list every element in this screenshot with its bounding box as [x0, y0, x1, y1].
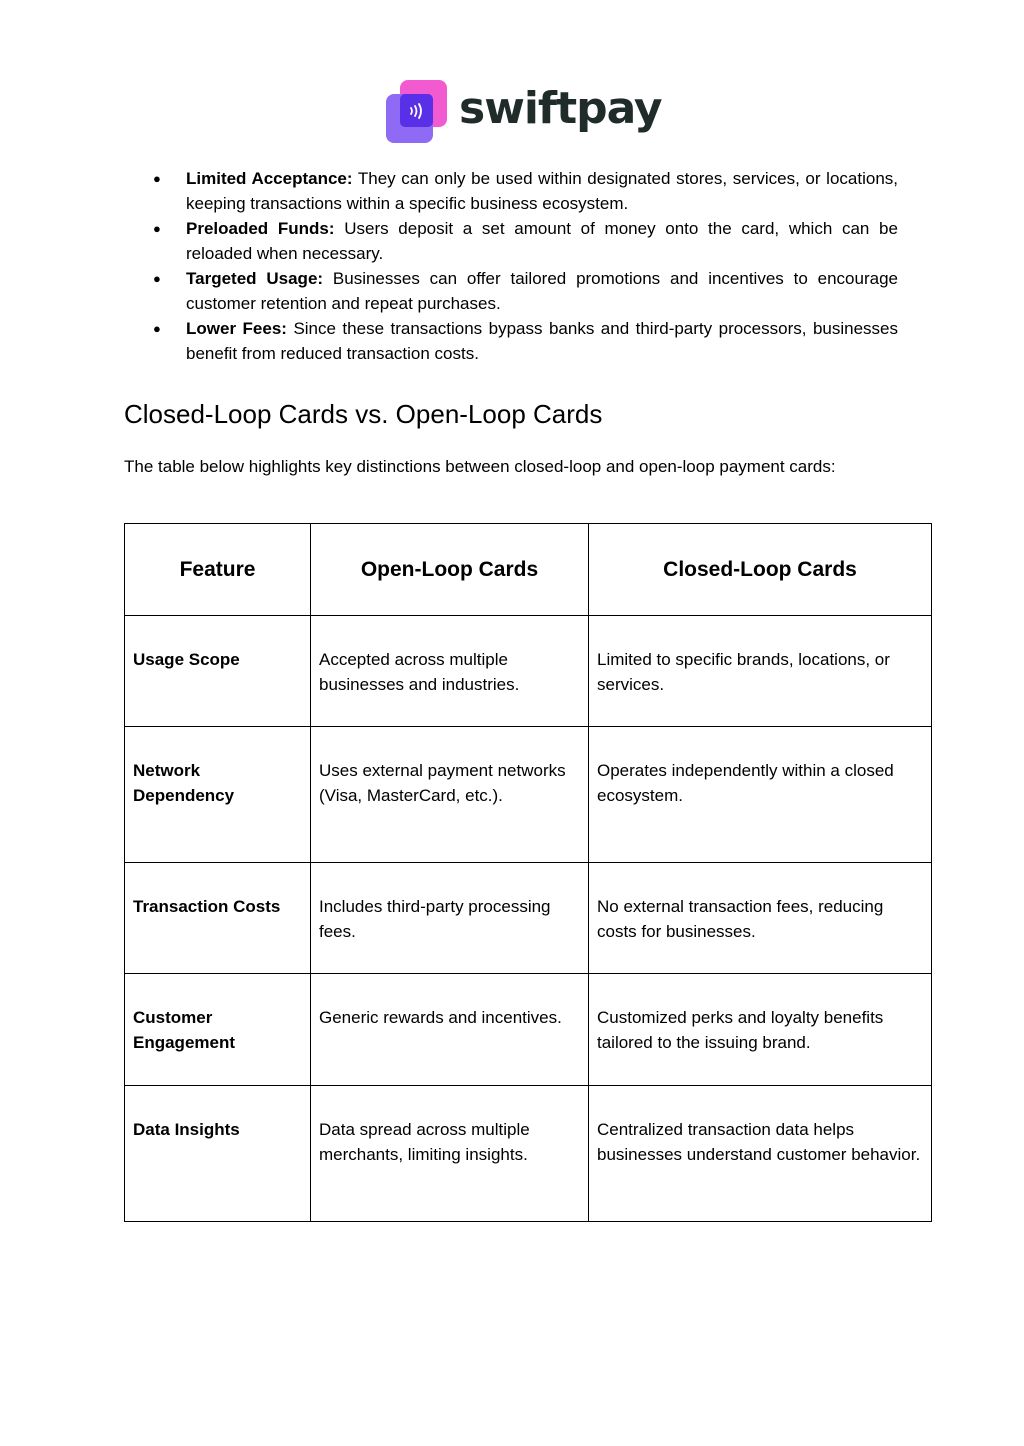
bullet-text: They can only be used within designated stores, services, or locations, keeping transactions within a specific business ecosystem.: [186, 169, 898, 213]
bullet-text: Businesses can offer tailored promotions and incentives to encourage customer retention and repeat purchases.: [186, 269, 898, 313]
table-row: [125, 1086, 932, 1222]
contactless-logo-icon: [386, 80, 448, 144]
open-loop-cell: Includes third-party processing fees.: [311, 863, 589, 974]
bullet-text: Since these transactions bypass banks and third-party processors, businesses benefit from reduced transaction costs.: [186, 319, 898, 363]
table-row: [125, 863, 932, 974]
bullet-term: Preloaded Funds:: [186, 219, 335, 238]
bullet-text: Users deposit a set amount of money onto the card, which can be reloaded when necessary.: [186, 219, 898, 263]
feature-cell: Data Insights: [125, 1086, 311, 1222]
closed-loop-cell: Customized perks and loyalty benefits tailored to the issuing brand.: [589, 974, 932, 1086]
open-loop-cell: Uses external payment networks (Visa, MasterCard, etc.).: [311, 727, 589, 863]
bullet-dot: ●: [153, 321, 161, 336]
comparison-table: [124, 523, 932, 1222]
closed-loop-cell: No external transaction fees, reducing costs for businesses.: [589, 863, 932, 974]
open-loop-cell: Generic rewards and incentives.: [311, 974, 589, 1086]
closed-loop-cell: Limited to specific brands, locations, or services.: [589, 616, 932, 727]
open-loop-cell: Data spread across multiple merchants, limiting insights.: [311, 1086, 589, 1222]
bullet-limited-acceptance: [124, 166, 898, 216]
open-loop-cell: Accepted across multiple businesses and industries.: [311, 616, 589, 727]
feature-cell: Transaction Costs: [125, 863, 311, 974]
feature-bullet-list: [124, 166, 898, 366]
bullet-lower-fees: [124, 316, 898, 366]
table-row: [125, 616, 932, 727]
bullet-dot: ●: [153, 271, 161, 286]
feature-cell: Network Dependency: [125, 727, 311, 863]
closed-loop-cell: Centralized transaction data helps businesses understand customer behavior.: [589, 1086, 932, 1222]
feature-cell: Usage Scope: [125, 616, 311, 727]
bullet-targeted-usage: [124, 266, 898, 316]
bullet-term: Lower Fees:: [186, 319, 287, 338]
header-open-loop: Open-Loop Cards: [311, 524, 589, 616]
feature-cell: Customer Engagement: [125, 974, 311, 1086]
bullet-preloaded-funds: [124, 216, 898, 266]
brand-wordmark: swiftpay: [459, 83, 662, 134]
header-feature: Feature: [125, 524, 311, 616]
bullet-term: Limited Acceptance:: [186, 169, 353, 188]
intro-paragraph: The table below highlights key distinctions between closed-loop and open-loop payment cards:: [124, 457, 836, 476]
bullet-dot: ●: [153, 171, 161, 186]
table-header-row: [125, 524, 932, 616]
bullet-term: Targeted Usage:: [186, 269, 324, 288]
swiftpay-logo: [386, 80, 662, 144]
closed-loop-cell: Operates independently within a closed ecosystem.: [589, 727, 932, 863]
table-row: [125, 727, 932, 863]
header-closed-loop: Closed-Loop Cards: [589, 524, 932, 616]
bullet-dot: ●: [153, 221, 161, 236]
table-row: [125, 974, 932, 1086]
section-heading: Closed-Loop Cards vs. Open-Loop Cards: [124, 399, 603, 429]
